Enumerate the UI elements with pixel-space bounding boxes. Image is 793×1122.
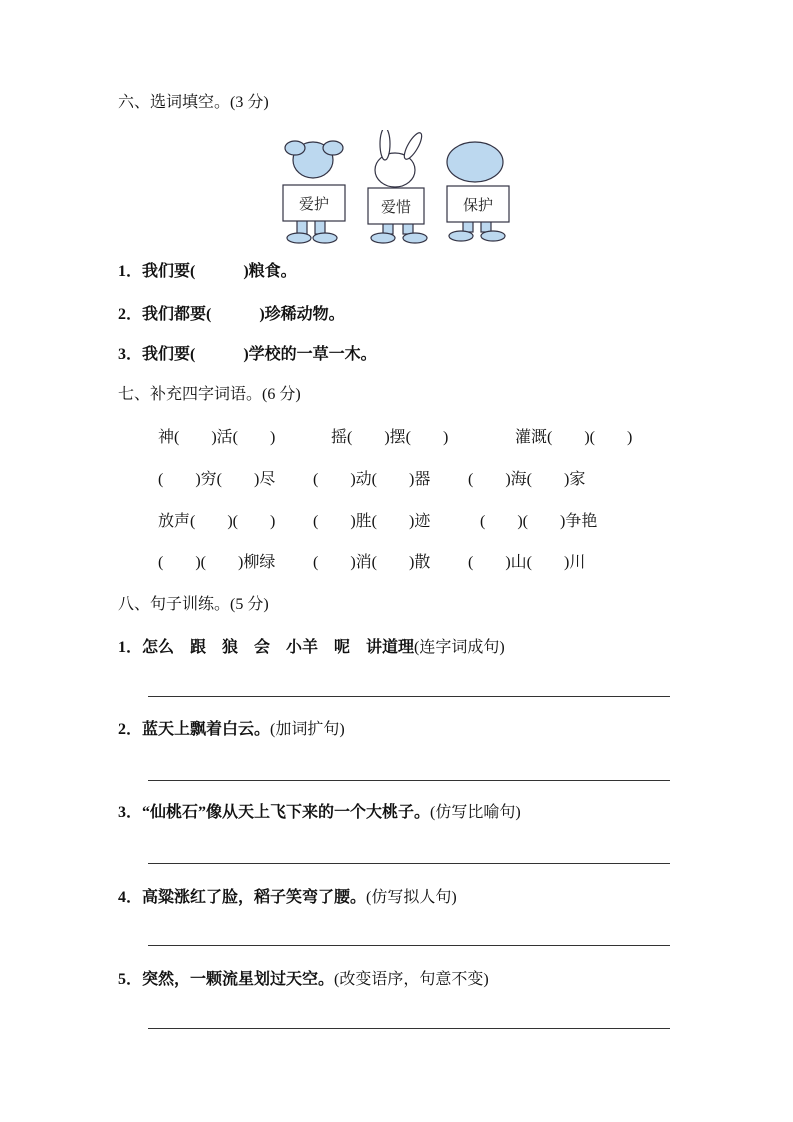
card-1: 爱护: [298, 197, 330, 213]
idiom: ( )( )柳绿: [158, 554, 276, 571]
question: 1．怎么 跟 狼 会 小羊 呢 讲道理: [118, 639, 415, 656]
idiom: ( )胜( )迹: [313, 513, 431, 530]
question: 2．蓝天上飘着白云。: [118, 721, 271, 738]
question: 4．高粱涨红了脸，稻子笑弯了腰。: [118, 889, 367, 906]
s8-item-3: [118, 803, 521, 823]
idiom: ( )海( )家: [468, 471, 586, 488]
s8-item-2: [118, 720, 345, 740]
hint: (连字词成句): [414, 639, 505, 656]
answer-line[interactable]: [148, 945, 670, 946]
idiom: 放声( )( ): [158, 513, 276, 530]
hint: (改变语序，句意不变): [334, 971, 489, 988]
section8-title: 八、句子训练。(5 分): [118, 596, 269, 613]
idiom: ( )穷( )尽: [158, 471, 276, 488]
section6-title: 六、选词填空。(3 分): [118, 94, 269, 111]
s8-item-1: [118, 638, 505, 658]
card-3: 保护: [462, 198, 494, 214]
idiom: 神( )活( ): [158, 429, 276, 446]
hint: (仿写比喻句): [430, 804, 521, 821]
s8-item-4: [118, 888, 457, 908]
answer-line[interactable]: [148, 696, 670, 697]
hint: (加词扩句): [270, 721, 345, 738]
answer-line[interactable]: [148, 1028, 670, 1029]
idiom: 灌溉( )( ): [515, 429, 633, 446]
s6-item-3: 3．我们要( )学校的一草一木。: [118, 346, 377, 363]
answer-line[interactable]: [148, 863, 670, 864]
s6-item-2: 2．我们都要( )珍稀动物。: [118, 306, 345, 323]
idiom: 摇( )摆( ): [331, 429, 449, 446]
hint: (仿写拟人句): [366, 889, 457, 906]
idiom: ( )消( )散: [313, 554, 431, 571]
idiom: ( )山( )川: [468, 554, 586, 571]
answer-line[interactable]: [148, 780, 670, 781]
animals-holding-signs-illustration: [275, 130, 525, 248]
s8-item-5: [118, 970, 489, 990]
idiom: ( )动( )器: [313, 471, 431, 488]
question: 5．突然，一颗流星划过天空。: [118, 971, 335, 988]
s6-item-1: 1．我们要( )粮食。: [118, 263, 297, 280]
card-2: 爱惜: [380, 200, 412, 216]
idiom: ( )( )争艳: [480, 513, 598, 530]
question: 3．“仙桃石”像从天上飞下来的一个大桃子。: [118, 804, 431, 821]
section7-title: 七、补充四字词语。(6 分): [118, 386, 301, 403]
